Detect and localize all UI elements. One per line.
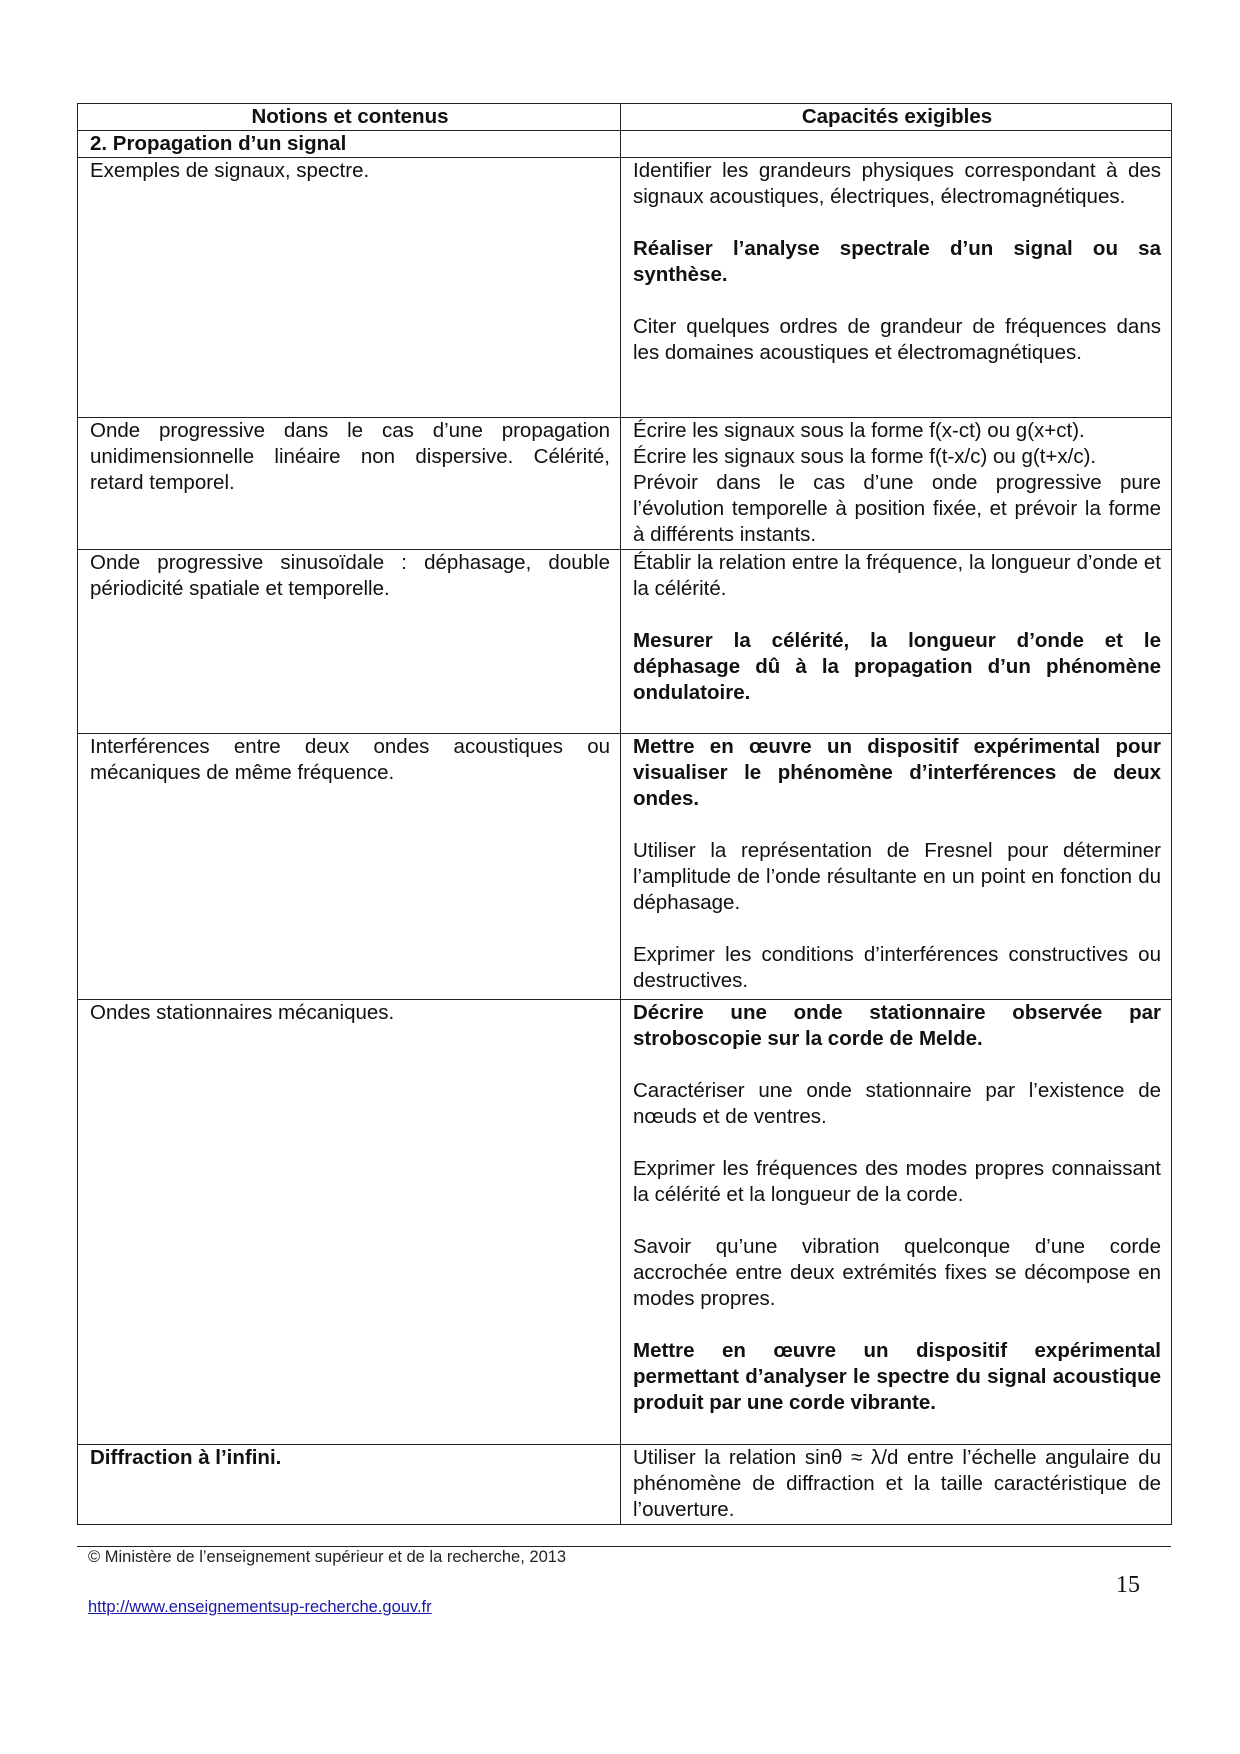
notion-cell: Ondes stationnaires mécaniques.: [78, 1000, 621, 1445]
header-notions: Notions et contenus: [78, 104, 621, 131]
section-empty-cell: [621, 131, 1172, 158]
capacity-item: Utiliser la représentation de Fresnel pour déterminer l’amplitude de l’onde résultante en un point en fonction du déphasage.: [633, 839, 1161, 914]
capacities-cell: [621, 158, 1172, 418]
capacity-item: Écrire les signaux sous la forme f(x-ct) ou g(x+ct).: [633, 419, 1085, 442]
notion-cell: Diffraction à l’infini.: [78, 1445, 621, 1525]
notion-cell: Onde progressive dans le cas d’une propagation unidimensionnelle linéaire non dispersive. Célérité, retard temporel.: [78, 418, 621, 550]
section-row: [78, 131, 1172, 158]
capacity-item: Mettre en œuvre un dispositif expérimental pour visualiser le phénomène d’interférences de deux ondes.: [633, 735, 1161, 810]
section-title: 2. Propagation d’un signal: [78, 131, 621, 158]
page-number: 15: [1116, 1572, 1140, 1598]
capacities-cell: [621, 1000, 1172, 1445]
table-row: [78, 418, 1172, 550]
capacity-item: Identifier les grandeurs physiques correspondant à des signaux acoustiques, électriques, électromagnétiques.: [633, 159, 1161, 208]
table-row: [78, 550, 1172, 734]
notion-cell: Onde progressive sinusoïdale : déphasage, double périodicité spatiale et temporelle.: [78, 550, 621, 734]
footer-divider: [77, 1546, 1171, 1547]
footer-website-link[interactable]: http://www.enseignementsup-recherche.gouv.fr: [88, 1598, 432, 1616]
capacity-item: Décrire une onde stationnaire observée par stroboscopie sur la corde de Melde.: [633, 1001, 1161, 1050]
table-row: [78, 158, 1172, 418]
capacity-item: Savoir qu’une vibration quelconque d’une corde accrochée entre deux extrémités fixes se décompose en modes propres.: [633, 1235, 1161, 1310]
capacities-cell: [621, 550, 1172, 734]
footer-copyright: © Ministère de l’enseignement supérieur et de la recherche, 2013: [88, 1548, 567, 1566]
capacity-item: Citer quelques ordres de grandeur de fréquences dans les domaines acoustiques et électromagnétiques.: [633, 315, 1161, 364]
table-row: [78, 1445, 1172, 1525]
capacities-cell: [621, 734, 1172, 1000]
capacity-item: Caractériser une onde stationnaire par l’existence de nœuds et de ventres.: [633, 1079, 1161, 1128]
capacity-item: Établir la relation entre la fréquence, la longueur d’onde et la célérité.: [633, 551, 1161, 600]
capacity-item: Écrire les signaux sous la forme f(t-x/c) ou g(t+x/c).: [633, 445, 1097, 468]
capacity-item: Mesurer la célérité, la longueur d’onde et le déphasage dû à la propagation d’un phénomène ondulatoire.: [633, 629, 1161, 704]
capacity-item: Exprimer les fréquences des modes propres connaissant la célérité et la longueur de la corde.: [633, 1157, 1161, 1206]
capacity-item: Exprimer les conditions d’interférences constructives ou destructives.: [633, 943, 1161, 992]
capacity-item: Réaliser l’analyse spectrale d’un signal ou sa synthèse.: [633, 237, 1161, 286]
header-capacites: Capacités exigibles: [621, 104, 1172, 131]
table-row: [78, 734, 1172, 1000]
notion-cell: Interférences entre deux ondes acoustiques ou mécaniques de même fréquence.: [78, 734, 621, 1000]
notion-cell: Exemples de signaux, spectre.: [78, 158, 621, 418]
capacity-item: Prévoir dans le cas d’une onde progressive pure l’évolution temporelle à position fixée, et prévoir la forme à différents instants.: [633, 471, 1161, 546]
capacities-cell: [621, 418, 1172, 550]
table-header-row: [78, 104, 1172, 131]
capacity-item: Utiliser la relation sinθ ≈ λ/d entre l’échelle angulaire du phénomène de diffraction et la taille caractéristique de l’ouverture.: [633, 1446, 1161, 1521]
table-row: [78, 1000, 1172, 1445]
capacity-item: Mettre en œuvre un dispositif expérimental permettant d’analyser le spectre du signal acoustique produit par une corde vibrante.: [633, 1339, 1161, 1414]
curriculum-table: [77, 103, 1172, 1525]
capacities-cell: [621, 1445, 1172, 1525]
